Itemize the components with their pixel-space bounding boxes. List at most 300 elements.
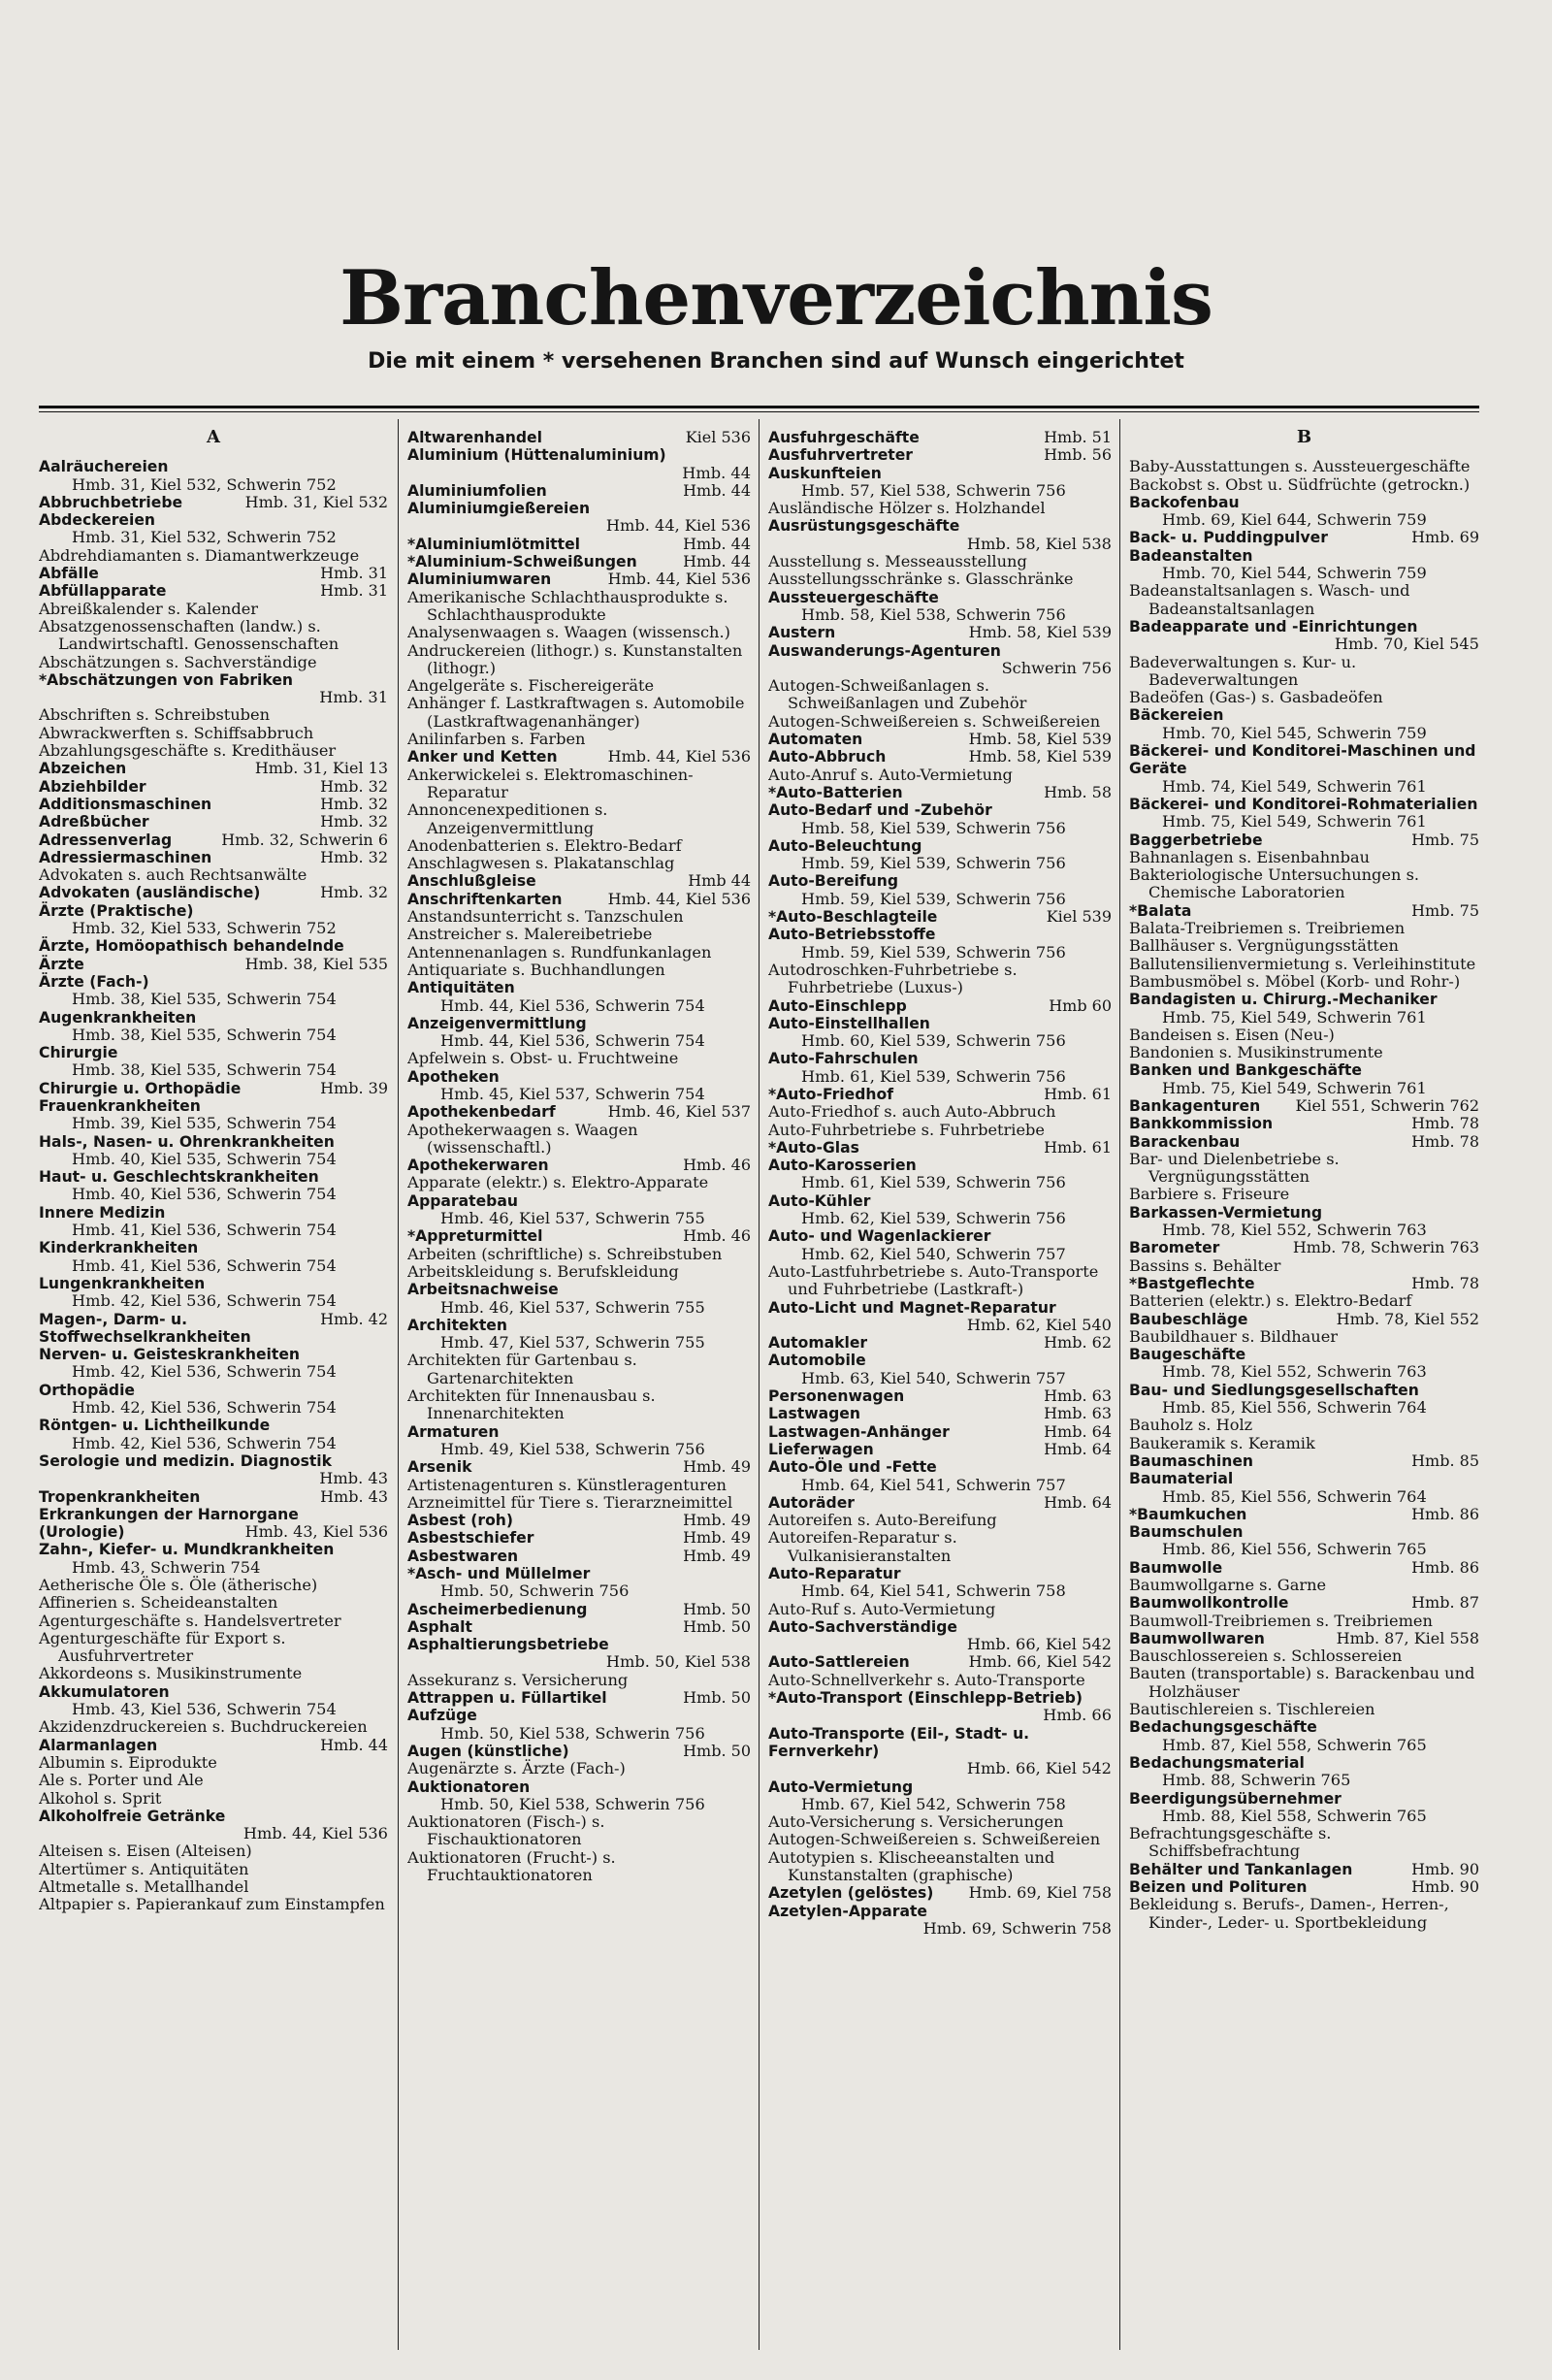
entry-heading <box>768 997 1112 1015</box>
entry-locations: Hmb. 75, Kiel 549, Schwerin 761 <box>1162 1007 1427 1027</box>
entry-heading <box>768 517 1112 535</box>
entry-heading <box>407 979 751 996</box>
cross-reference: Anilinfarben s. Farben <box>407 730 586 749</box>
entry-title: *Aluminium-Schweißungen <box>407 553 637 571</box>
entry-locations: Hmb. 78 <box>1411 1114 1479 1133</box>
entry-locations: Hmb. 50 <box>683 1688 751 1708</box>
entry-locations: Hmb. 50 <box>683 1741 751 1760</box>
entry-heading <box>1129 1861 1479 1878</box>
entry-heading <box>768 872 1112 890</box>
entry-title: Asphaltierungsbetriebe <box>407 1636 609 1654</box>
entry-title: Bäckereien <box>1129 706 1224 725</box>
cross-reference: Anstandsunterricht s. Tanzschulen <box>407 907 684 927</box>
entry-title: Orthopädie <box>39 1381 135 1399</box>
entry-heading <box>1129 1346 1479 1363</box>
entry-title: Auto-Karosserien <box>768 1157 917 1175</box>
entry-locations: Hmb. 50, Kiel 538, Schwerin 756 <box>440 1723 705 1743</box>
entry-locations: Hmb. 45, Kiel 537, Schwerin 754 <box>440 1084 705 1103</box>
cross-reference: Auktionatoren (Frucht-) s. Fruchtauktionatoren <box>407 1847 616 1885</box>
entry-heading <box>1129 1718 1479 1736</box>
entry-locations: Hmb. 31 <box>319 688 388 707</box>
entry-locations: Hmb. 44, Kiel 536, Schwerin 754 <box>440 1031 705 1051</box>
entry-locations: Hmb. 46 <box>683 1226 751 1246</box>
entry-heading <box>768 1139 1112 1157</box>
entry-title: Abziehbilder <box>39 777 146 796</box>
entry-heading <box>1129 1204 1479 1222</box>
entry-title: Alkoholfreie Getränke <box>39 1807 226 1825</box>
entry-title: Anker und Ketten <box>407 748 558 766</box>
entry-heading <box>768 1086 1112 1103</box>
cross-reference: Batterien (elektr.) s. Elektro-Bedarf <box>1129 1291 1412 1311</box>
entry-heading <box>768 642 1112 660</box>
entry-title: Baumaschinen <box>1129 1451 1254 1470</box>
entry-locations: Hmb. 75 <box>1411 830 1479 849</box>
cross-reference: Baumwoll-Treibriemen s. Treibriemen <box>1129 1611 1433 1630</box>
cross-reference: Auto-Fuhrbetriebe s. Fuhrbetriebe <box>768 1120 1045 1139</box>
cross-reference: Antiquariate s. Buchhandlungen <box>407 960 665 979</box>
entry-locations: Hmb 60 <box>1049 995 1112 1015</box>
entry-title: Röntgen- u. Lichtheilkunde <box>39 1417 271 1435</box>
entry-locations: Hmb. 49 <box>683 1511 751 1530</box>
entry-locations: Hmb. 38, Kiel 535, Schwerin 754 <box>72 1060 337 1080</box>
cross-reference: Autotypien s. Klischeeanstalten und Kunstanstalten (graphische) <box>768 1847 1055 1885</box>
entry-locations: Hmb. 31, Kiel 532, Schwerin 752 <box>72 528 337 547</box>
directory-columns <box>39 419 1479 2360</box>
entry-title: *Asch- und Müllelmer <box>407 1565 591 1582</box>
entry-title: Automaten <box>768 731 863 749</box>
entry-locations: Hmb. 43, Schwerin 754 <box>72 1557 261 1577</box>
entry-locations: Hmb. 49 <box>683 1457 751 1477</box>
entry-title: Asbestschiefer <box>407 1529 534 1548</box>
entry-locations: Kiel 536 <box>685 428 751 446</box>
cross-reference: Auto-Ruf s. Auto-Vermietung <box>768 1599 996 1618</box>
entry-locations: Hmb. 60, Kiel 539, Schwerin 756 <box>801 1031 1066 1051</box>
entry-locations: Hmb. 44, Kiel 536 <box>605 516 751 536</box>
entry-heading <box>768 1015 1112 1032</box>
entry-locations: Hmb. 44 <box>683 480 751 500</box>
entry-locations: Hmb. 50, Schwerin 756 <box>440 1581 630 1601</box>
entry-locations: Hmb. 46 <box>683 1156 751 1175</box>
cross-reference: Arbeitskleidung s. Berufskleidung <box>407 1261 679 1281</box>
entry-title: Beizen und Polituren <box>1129 1878 1308 1897</box>
entry-title: Tropenkrankheiten <box>39 1487 201 1506</box>
entry-title: Bandagisten u. Chirurg.-Mechaniker <box>1129 991 1438 1009</box>
entry-title: Automakler <box>768 1334 868 1353</box>
entry-locations: Hmb. 42, Kiel 536, Schwerin 754 <box>72 1398 337 1418</box>
entry-title: Personenwagen <box>768 1387 905 1406</box>
entry-title: Augen (künstliche) <box>407 1742 569 1760</box>
entry-locations: Hmb. 59, Kiel 539, Schwerin 756 <box>801 942 1066 962</box>
entry-title: Ärzte, Homöopathisch behandelnde <box>39 937 344 956</box>
entry-title: Serologie und medizin. Diagnostik <box>39 1451 333 1470</box>
cross-reference: Apfelwein s. Obst- u. Fruchtweine <box>407 1049 679 1068</box>
entry-heading <box>768 1458 1112 1476</box>
cross-reference: Anhänger f. Lastkraftwagen s. Automobile (Lastkraftwagenanhänger) <box>407 694 745 731</box>
entry-heading <box>407 1015 751 1032</box>
entry-heading <box>407 1778 751 1796</box>
cross-reference: Bambusmöbel s. Möbel (Korb- und Rohr-) <box>1129 971 1461 991</box>
entry-title: Ärzte (Fach-) <box>39 972 149 991</box>
entry-heading <box>407 482 751 500</box>
entry-heading <box>407 1192 751 1210</box>
entry-title: Asbest (roh) <box>407 1512 514 1530</box>
entry-heading <box>1129 742 1479 778</box>
entry-title: Abzeichen <box>39 760 127 778</box>
entry-heading <box>407 1458 751 1476</box>
entry-title: Aluminiumfolien <box>407 481 547 500</box>
cross-reference: Baubildhauer s. Bildhauer <box>1129 1326 1339 1346</box>
cross-reference: Altmetalle s. Metallhandel <box>39 1877 249 1897</box>
entry-heading <box>407 1618 751 1636</box>
entry-locations: Hmb. 44, Kiel 536 <box>242 1824 388 1843</box>
entry-locations: Hmb. 39, Kiel 535, Schwerin 754 <box>72 1114 337 1133</box>
entry-heading <box>407 872 751 890</box>
entry-locations: Hmb. 38, Kiel 535 <box>244 954 388 973</box>
entry-title: Chirurgie <box>39 1044 118 1062</box>
entry-locations: Hmb. 64 <box>1044 1421 1112 1441</box>
entry-locations: Hmb. 70, Kiel 545, Schwerin 759 <box>1162 723 1427 742</box>
entry-locations: Hmb. 42 <box>320 1309 388 1328</box>
entry-title: Baggerbetriebe <box>1129 831 1263 849</box>
entry-title: *Abschätzungen von Fabriken <box>39 670 294 689</box>
cross-reference: Agenturgeschäfte s. Handelsvertreter <box>39 1611 341 1630</box>
entry-heading <box>768 801 1112 819</box>
cross-reference: Alteisen s. Eisen (Alteisen) <box>39 1842 252 1861</box>
entry-heading <box>39 1541 388 1558</box>
entry-heading <box>39 1009 388 1027</box>
entry-title: Attrappen u. Füllartikel <box>407 1689 607 1708</box>
entry-title: Altwarenhandel <box>407 429 542 446</box>
entry-heading <box>407 1601 751 1618</box>
entry-heading <box>39 902 388 920</box>
entry-locations: Hmb. 64 <box>1044 1439 1112 1458</box>
entry-locations: Hmb. 61 <box>1044 1084 1112 1103</box>
entry-heading <box>39 1523 388 1541</box>
cross-reference: Architekten für Innenausbau s. Innenarchitekten <box>407 1386 656 1423</box>
cross-reference: Abschriften s. Schreibstuben <box>39 705 271 725</box>
entry-heading <box>768 837 1112 855</box>
top-rule-thin <box>39 411 1479 412</box>
cross-reference: Annoncenexpeditionen s. Anzeigenvermittlung <box>407 800 608 837</box>
cross-reference: Bauholz s. Holz <box>1129 1416 1253 1435</box>
entry-locations: Hmb. 85, Kiel 556, Schwerin 764 <box>1162 1486 1427 1506</box>
entry-title: Auto-Betriebsstoffe <box>768 926 936 944</box>
directory-column-3 <box>768 419 1112 2350</box>
entry-locations: Hmb. 42, Kiel 536, Schwerin 754 <box>72 1433 337 1452</box>
entry-locations: Hmb. 38, Kiel 535, Schwerin 754 <box>72 990 337 1009</box>
entry-heading <box>768 926 1112 943</box>
entry-title: Baugeschäfte <box>1129 1346 1246 1364</box>
entry-heading <box>407 500 751 517</box>
entry-title: Baumwolle <box>1129 1558 1223 1577</box>
entry-locations: Hmb. 32 <box>320 794 388 813</box>
entry-title: Alarmanlagen <box>39 1736 158 1754</box>
entry-locations: Hmb. 40, Kiel 535, Schwerin 754 <box>72 1149 337 1168</box>
entry-heading <box>768 1387 1112 1405</box>
entry-locations: Hmb. 58, Kiel 539, Schwerin 756 <box>801 818 1066 837</box>
entry-title: *Bastgeflechte <box>1129 1274 1255 1292</box>
entry-title: Abdeckereien <box>39 511 156 530</box>
entry-title: Lastwagen-Anhänger <box>768 1422 950 1441</box>
entry-title: Auskunfteien <box>768 464 882 482</box>
entry-heading <box>768 1689 1112 1707</box>
entry-title: *Auto-Friedhof <box>768 1085 893 1103</box>
entry-heading <box>39 1044 388 1061</box>
entry-heading <box>39 1506 388 1523</box>
entry-locations: Hmb. 62 <box>1044 1333 1112 1353</box>
cross-reference: Bakteriologische Untersuchungen s. Chemische Laboratorien <box>1129 865 1420 902</box>
entry-locations: Hmb. 69, Kiel 644, Schwerin 759 <box>1162 510 1427 530</box>
cross-reference: Absatzgenossenschaften (landw.) s. Landwirtschaftl. Genossenschaften <box>39 616 340 654</box>
entry-locations: Hmb. 38, Kiel 535, Schwerin 754 <box>72 1025 337 1044</box>
cross-reference: Baukeramik s. Keramik <box>1129 1433 1315 1452</box>
cross-reference: Abschätzungen s. Sachverständige <box>39 652 317 671</box>
entry-title: Auto-Öle und -Fette <box>768 1458 937 1477</box>
entry-locations: Hmb. 43, Kiel 536 <box>244 1522 388 1542</box>
entry-locations: Hmb. 85, Kiel 556, Schwerin 764 <box>1162 1398 1427 1418</box>
cross-reference: Auktionatoren (Fisch-) s. Fischauktionatoren <box>407 1812 605 1849</box>
entry-title: Akkumulatoren <box>39 1682 170 1701</box>
entry-heading <box>768 1441 1112 1458</box>
entry-locations: Hmb. 58, Kiel 538 <box>966 534 1112 553</box>
entry-locations: Hmb. 57, Kiel 538, Schwerin 756 <box>801 480 1066 500</box>
entry-heading <box>768 1903 1112 1920</box>
top-rule <box>39 406 1479 408</box>
entry-title: *Appreturmittel <box>407 1227 543 1246</box>
column-divider <box>1119 419 1120 2350</box>
entry-title: Bankkommission <box>1129 1115 1274 1133</box>
cross-reference: Bassins s. Behälter <box>1129 1255 1281 1275</box>
entry-title: Auto-Bedarf und -Zubehör <box>768 801 992 820</box>
entry-heading <box>407 748 751 766</box>
cross-reference: Bandonien s. Musikinstrumente <box>1129 1043 1383 1062</box>
entry-locations: Hmb. 62, Kiel 540, Schwerin 757 <box>801 1244 1066 1263</box>
entry-heading <box>768 1334 1112 1352</box>
entry-locations: Hmb. 44, Kiel 536, Schwerin 754 <box>440 995 705 1015</box>
entry-title: Armaturen <box>407 1422 500 1441</box>
entry-locations: Hmb. 41, Kiel 536, Schwerin 754 <box>72 1255 337 1275</box>
cross-reference: Arzneimittel für Tiere s. Tierarzneimittel <box>407 1492 733 1512</box>
entry-heading <box>407 571 751 588</box>
cross-reference: Altertümer s. Antiquitäten <box>39 1859 249 1878</box>
entry-locations: Hmb. 78, Schwerin 763 <box>1292 1238 1479 1257</box>
entry-title: Asphalt <box>407 1617 472 1636</box>
entry-locations: Hmb. 59, Kiel 539, Schwerin 756 <box>801 889 1066 908</box>
entry-heading <box>39 973 388 991</box>
entry-title: Ausfuhrgeschäfte <box>768 429 920 446</box>
entry-title: Backofenbau <box>1129 493 1240 511</box>
cross-reference: Autodroschken-Fuhrbetriebe s. Fuhrbetriebe (Luxus-) <box>768 960 1018 997</box>
entry-locations: Hmb. 44, Kiel 536 <box>607 889 751 908</box>
cross-reference: Abreißkalender s. Kalender <box>39 599 259 618</box>
entry-title: Bau- und Siedlungsgesellschaften <box>1129 1381 1419 1399</box>
cross-reference: Bauten (transportable) s. Barackenbau und Holzhäuser <box>1129 1664 1475 1701</box>
entry-title: Auktionatoren <box>407 1777 531 1796</box>
cross-reference: Bauschlossereien s. Schlossereien <box>1129 1646 1403 1666</box>
cross-reference: Abdrehdiamanten s. Diamantwerkzeuge <box>39 545 360 565</box>
entry-heading <box>768 908 1112 926</box>
cross-reference: Amerikanische Schlachthausprodukte s. Schlachthausprodukte <box>407 587 728 624</box>
entry-title: Arbeitsnachweise <box>407 1281 559 1299</box>
cross-reference: Ballhäuser s. Vergnügungsstätten <box>1129 936 1399 956</box>
entry-locations: Hmb. 69, Schwerin 758 <box>922 1918 1112 1938</box>
cross-reference: Agenturgeschäfte für Export s. Ausfuhrvertreter <box>39 1628 286 1666</box>
cross-reference: Advokaten s. auch Rechtsanwälte <box>39 865 307 885</box>
entry-locations: Hmb. 64, Kiel 541, Schwerin 757 <box>801 1475 1066 1494</box>
entry-locations: Hmb. 32 <box>320 883 388 902</box>
entry-locations: Hmb. 70, Kiel 545 <box>1334 635 1479 654</box>
entry-locations: Hmb. 58, Kiel 539 <box>968 623 1112 642</box>
entry-locations: Hmb. 31, Kiel 13 <box>254 759 388 778</box>
cross-reference: Barbiere s. Friseure <box>1129 1185 1290 1204</box>
cross-reference: Balata-Treibriemen s. Treibriemen <box>1129 919 1406 938</box>
cross-reference: Autogen-Schweißanlagen s. Schweißanlagen und Zubehör <box>768 676 1027 713</box>
entry-heading <box>39 937 388 955</box>
entry-locations: Hmb. 64 <box>1044 1492 1112 1512</box>
entry-locations: Hmb. 44 <box>683 552 751 571</box>
entry-locations: Hmb. 58, Kiel 539 <box>968 747 1112 766</box>
entry-heading <box>39 1452 388 1470</box>
entry-title: Magen-, Darm- u. Stoffwechselkrankheiten <box>39 1310 251 1346</box>
entry-heading <box>1129 831 1479 849</box>
entry-heading <box>407 1636 751 1653</box>
entry-title: Bedachungsgeschäfte <box>1129 1718 1317 1737</box>
entry-title: Baubeschläge <box>1129 1310 1248 1328</box>
entry-locations: Hmb. 32 <box>320 812 388 831</box>
entry-title: Aluminium (Hüttenaluminium) <box>407 446 666 465</box>
page-subtitle: Die mit einem * versehenen Branchen sind auf Wunsch eingerichtet <box>368 349 1184 374</box>
entry-locations: Hmb. 78, Kiel 552 <box>1336 1309 1479 1328</box>
entry-locations: Hmb. 51 <box>1044 428 1112 446</box>
entry-title: Auto-Transporte (Eil-, Stadt- u. Fernverkehr) <box>768 1724 1030 1760</box>
entry-heading <box>407 536 751 553</box>
cross-reference: Backobst s. Obst u. Südfrüchte (getrockn.) <box>1129 474 1471 494</box>
entry-title: Lieferwagen <box>768 1440 874 1458</box>
entry-locations: Hmb. 50 <box>683 1616 751 1636</box>
entry-heading <box>768 1192 1112 1210</box>
entry-heading <box>768 1423 1112 1441</box>
entry-locations: Hmb. 66 <box>1043 1706 1112 1725</box>
entry-title: *Baumkuchen <box>1129 1505 1247 1523</box>
entry-heading <box>768 784 1112 801</box>
entry-title: Aalräuchereien <box>39 458 169 476</box>
entry-title: *Aluminiumlötmittel <box>407 535 580 553</box>
entry-title: Baumschulen <box>1129 1523 1244 1542</box>
entry-heading <box>1129 1523 1479 1541</box>
entry-title: Auto-Beleuchtung <box>768 836 922 855</box>
entry-heading <box>1129 1559 1479 1577</box>
entry-heading <box>39 1204 388 1222</box>
entry-locations: Hmb. 67, Kiel 542, Schwerin 758 <box>801 1794 1066 1813</box>
cross-reference: Ausstellung s. Messeausstellung <box>768 552 1027 571</box>
cross-reference: Albumin s. Eiprodukte <box>39 1752 217 1772</box>
entry-title: Haut- u. Geschlechtskrankheiten <box>39 1168 319 1187</box>
entry-title: Zahn-, Kiefer- u. Mundkrankheiten <box>39 1541 335 1559</box>
entry-locations: Hmb. 32 <box>320 776 388 796</box>
entry-heading <box>1129 1470 1479 1487</box>
entry-title: Lungenkrankheiten <box>39 1274 206 1292</box>
entry-locations: Hmb. 40, Kiel 536, Schwerin 754 <box>72 1185 337 1204</box>
entry-heading <box>1129 1097 1479 1115</box>
cross-reference: Baby-Ausstattungen s. Aussteuergeschäfte <box>1129 457 1471 476</box>
cross-reference: Auto-Lastfuhrbetriebe s. Auto-Transporte und Fuhrbetriebe (Lastkraft-) <box>768 1261 1099 1299</box>
entry-heading <box>768 1884 1112 1902</box>
cross-reference: Autoreifen-Reparatur s. Vulkanisieranstalten <box>768 1528 957 1565</box>
cross-reference: Abzahlungsgeschäfte s. Kredithäuser <box>39 741 337 761</box>
cross-reference: Badeöfen (Gas-) s. Gasbadeöfen <box>1129 688 1383 707</box>
entry-heading <box>407 1157 751 1174</box>
entry-locations: Hmb. 90 <box>1411 1877 1479 1897</box>
entry-title: Auto-Vermietung <box>768 1777 914 1796</box>
entry-locations: Hmb. 46, Kiel 537, Schwerin 755 <box>440 1209 705 1228</box>
entry-locations: Hmb. 85 <box>1411 1451 1479 1470</box>
entry-heading <box>1129 1878 1479 1896</box>
entry-title: Erkrankungen der Harnorgane <box>39 1505 299 1523</box>
entry-locations: Hmb. 58, Kiel 538, Schwerin 756 <box>801 604 1066 624</box>
entry-heading <box>768 1494 1112 1512</box>
cross-reference: Antennenanlagen s. Rundfunkanlagen <box>407 942 712 962</box>
entry-heading <box>1129 902 1479 920</box>
entry-heading <box>768 624 1112 641</box>
entry-locations: Hmb. 66, Kiel 542 <box>966 1759 1112 1778</box>
entry-locations: Hmb. 44, Kiel 536 <box>607 747 751 766</box>
entry-locations: Hmb. 32, Schwerin 6 <box>221 830 388 849</box>
entry-locations: Hmb. 44 <box>682 463 751 482</box>
entry-title: Auto-Abbruch <box>768 748 887 766</box>
entry-locations: Hmb. 86 <box>1411 1557 1479 1577</box>
cross-reference: Altpapier s. Papierankauf zum Einstampfen <box>39 1895 385 1914</box>
entry-heading <box>39 1168 388 1186</box>
entry-title: Barometer <box>1129 1239 1220 1257</box>
entry-title: Abfüllapparate <box>39 582 167 601</box>
entry-title: Aluminiumwaren <box>407 571 552 589</box>
entry-locations: Hmb. 62, Kiel 539, Schwerin 756 <box>801 1209 1066 1228</box>
entry-heading <box>1129 1594 1479 1612</box>
entry-title: Banken und Bankgeschäfte <box>1129 1061 1362 1080</box>
cross-reference: Auto-Schnellverkehr s. Auto-Transporte <box>768 1670 1085 1689</box>
cross-reference: Anstreicher s. Malereibetriebe <box>407 925 653 944</box>
entry-locations: Hmb. 47, Kiel 537, Schwerin 755 <box>440 1333 705 1353</box>
entry-heading <box>39 1080 388 1097</box>
entry-heading <box>768 1653 1112 1671</box>
cross-reference: Affinerien s. Scheideanstalten <box>39 1593 278 1613</box>
entry-heading <box>1129 1382 1479 1399</box>
entry-title: Baumwollkontrolle <box>1129 1594 1289 1613</box>
entry-locations: Hmb. 49 <box>683 1546 751 1565</box>
entry-locations: Hmb. 69, Kiel 758 <box>968 1883 1112 1903</box>
entry-title: Innere Medizin <box>39 1203 166 1222</box>
entry-heading <box>768 1405 1112 1422</box>
cross-reference: Analysenwaagen s. Waagen (wissensch.) <box>407 623 730 642</box>
entry-locations: Hmb. 66, Kiel 542 <box>968 1652 1112 1672</box>
entry-title: *Balata <box>1129 901 1192 920</box>
entry-title: Frauenkrankheiten <box>39 1096 201 1115</box>
entry-title: Auto-Sachverständige <box>768 1617 957 1636</box>
directory-column-1 <box>39 419 388 2350</box>
entry-heading <box>768 446 1112 464</box>
entry-title: Lastwagen <box>768 1405 860 1423</box>
entry-title: Adressiermaschinen <box>39 848 212 866</box>
entry-title: *Auto-Batterien <box>768 783 903 801</box>
entry-title: Architekten <box>407 1316 507 1334</box>
entry-locations: Hmb. 70, Kiel 544, Schwerin 759 <box>1162 564 1427 583</box>
entry-heading <box>39 956 388 973</box>
entry-title: Auto-Sattlereien <box>768 1653 910 1672</box>
entry-heading <box>1129 1630 1479 1647</box>
entry-title: Adreßbücher <box>39 813 149 831</box>
entry-locations: Hmb. 44 <box>683 534 751 553</box>
entry-title: Baumaterial <box>1129 1470 1234 1488</box>
